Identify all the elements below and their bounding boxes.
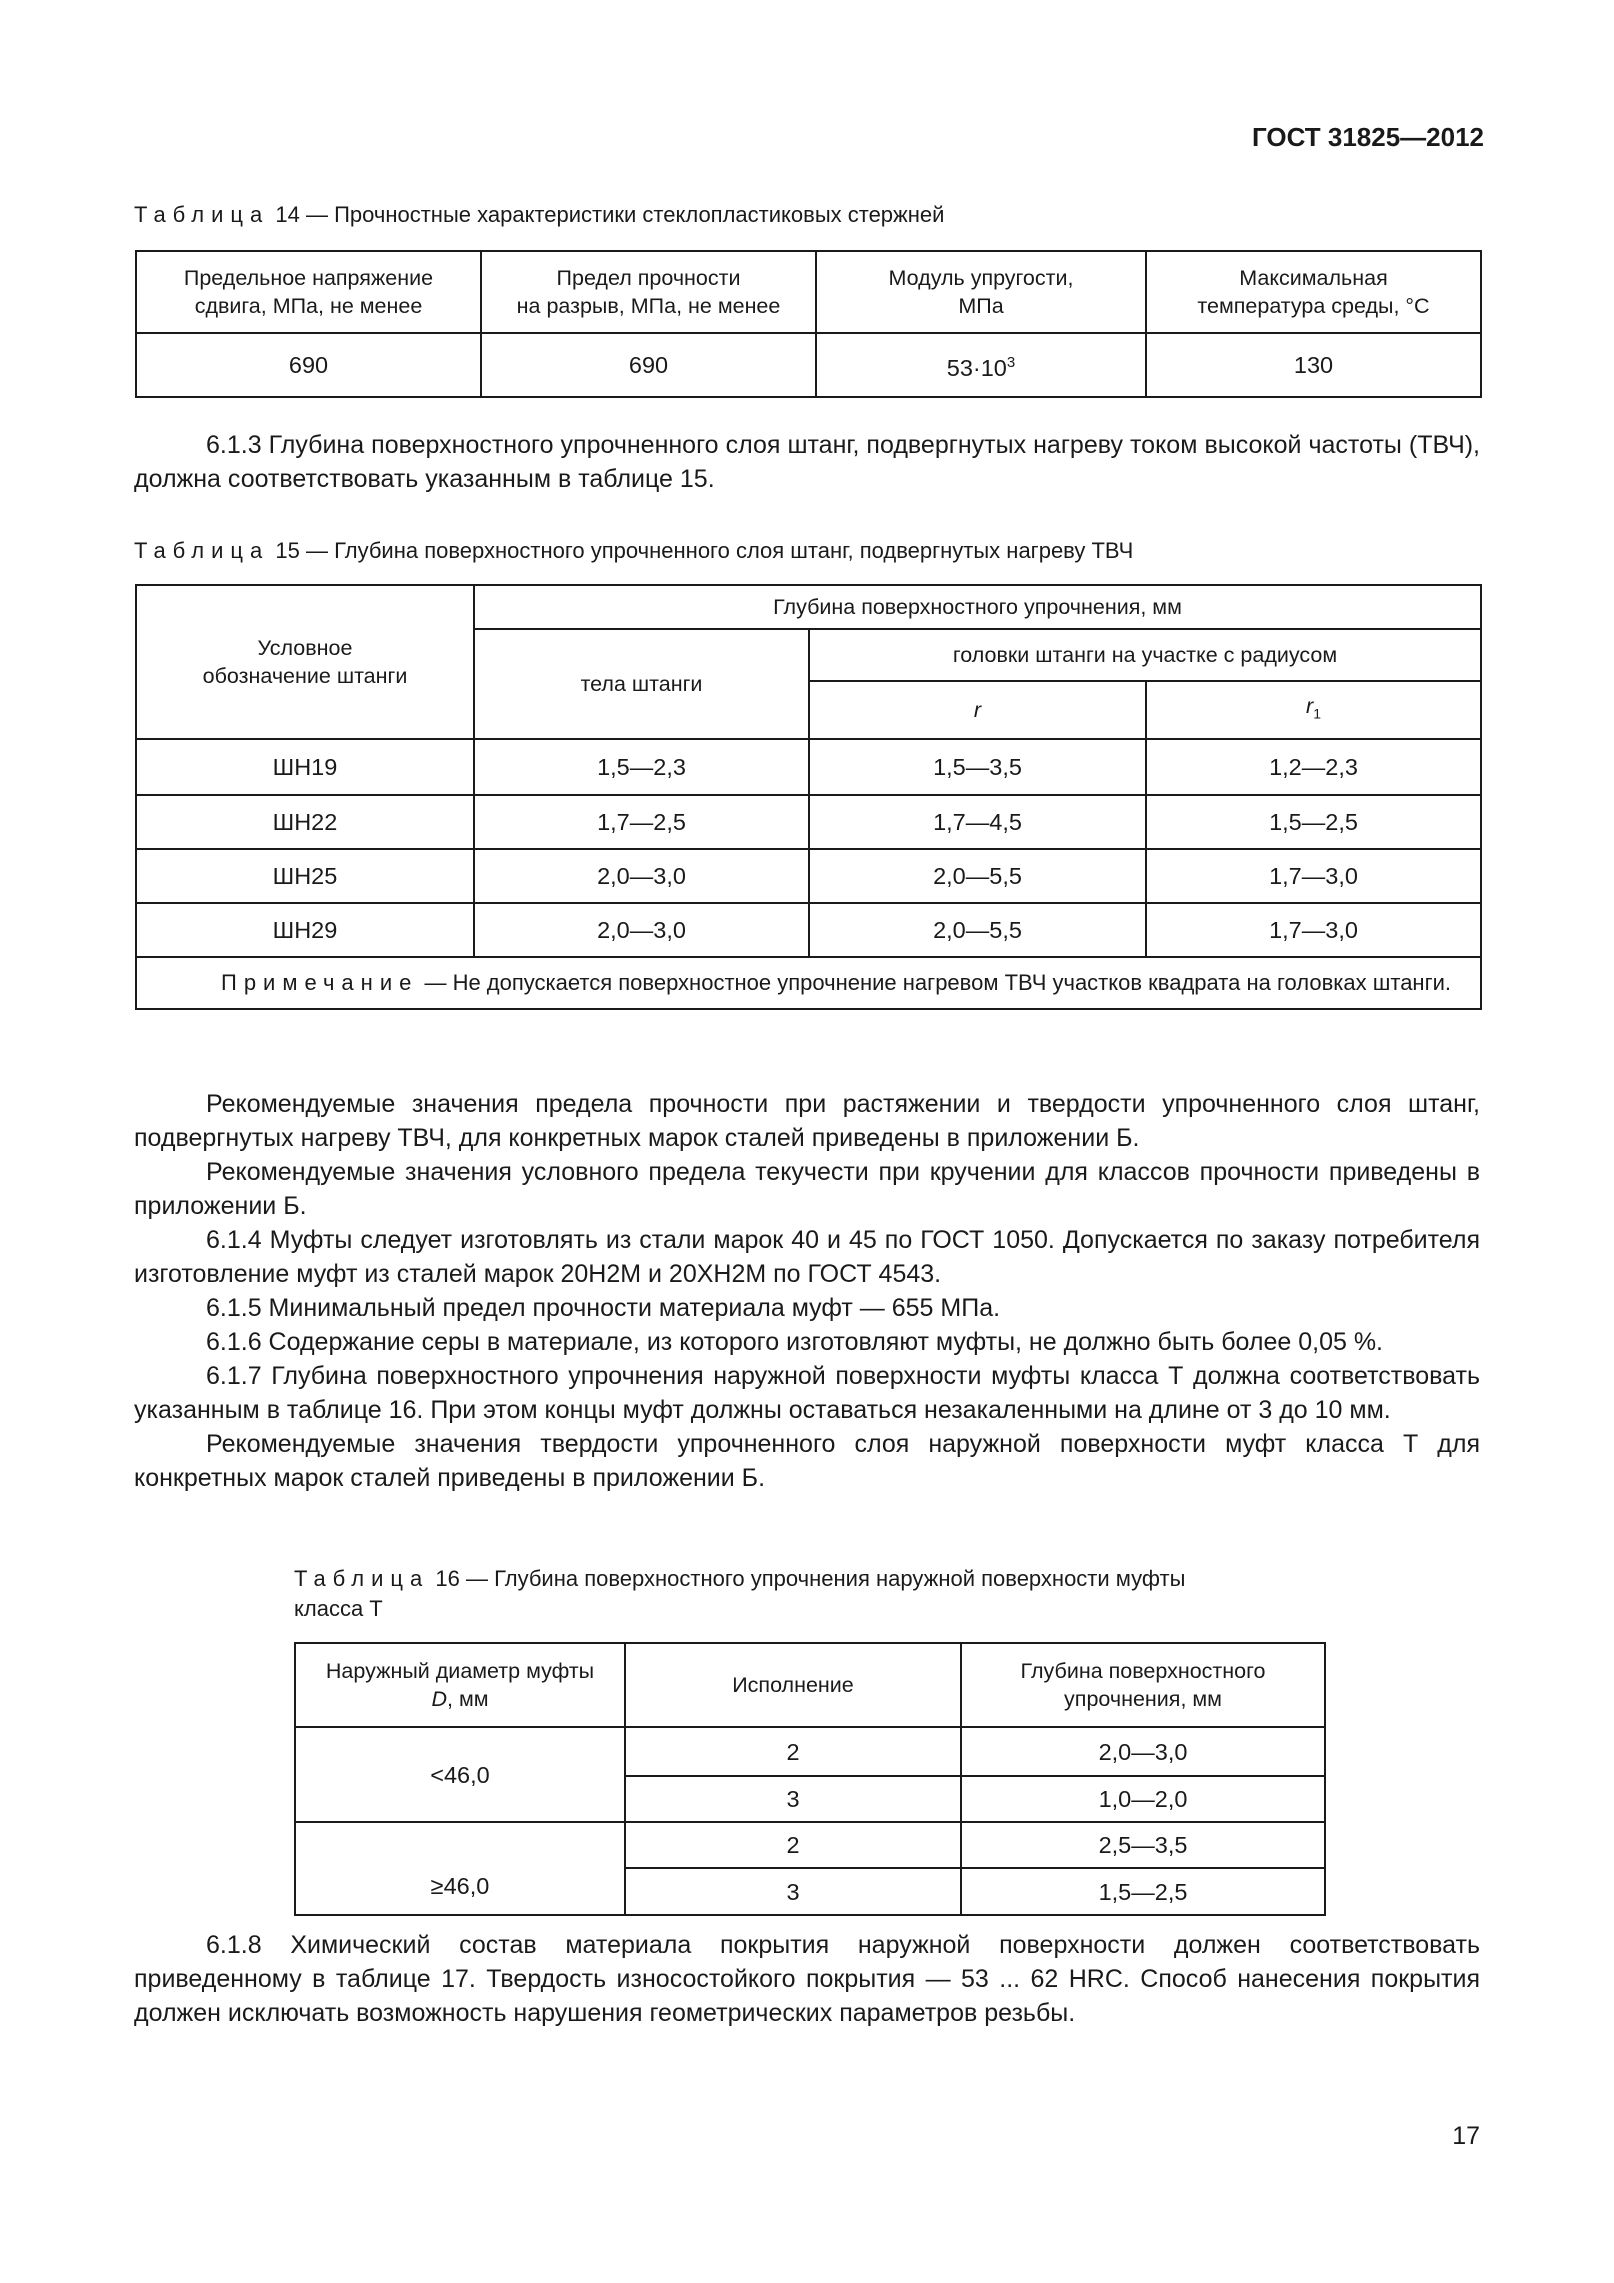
table14-caption (134, 200, 944, 230)
table14-value-temperature: 130 (1146, 333, 1481, 397)
paragraph-6-1-3: 6.1.3 Глубина поверхностного упрочненного слоя штанг, подвергнутых нагреву током высокой частоты (ТВЧ), должна соответствовать указанным в таблице 15. (134, 431, 1480, 493)
paragraph-6-1-5: 6.1.5 Минимальный предел прочности материала муфт — 655 МПа. (206, 1294, 1001, 1322)
table15-cell: ШН25 (136, 849, 474, 903)
table15-header-row-1 (136, 585, 1481, 629)
table16-cell: 2,5—3,5 (961, 1822, 1325, 1868)
table16-diameter-cell: <46,0 (295, 1727, 625, 1822)
table14-header-row (136, 251, 1481, 333)
table16-header-depth: Глубина поверхностного упрочнения, мм (961, 1643, 1325, 1727)
paragraph: Рекомендуемые значения твердости упрочненного слоя наружной поверхности муфт класса Т для конкретных марок сталей приведены в приложении Б. (134, 1430, 1480, 1492)
table15-cell: 1,7—2,5 (474, 795, 809, 849)
table15-cell: 2,0—3,0 (474, 849, 809, 903)
table-row (295, 1822, 1325, 1868)
table15-cell: 2,0—5,5 (809, 849, 1146, 903)
table16-header-diameter: Наружный диаметр муфты D, мм (295, 1643, 625, 1727)
table15-cell: 2,0—5,5 (809, 903, 1146, 957)
table15-header-depth: Глубина поверхностного упрочнения, мм (474, 585, 1481, 629)
paragraph-6-1-6: 6.1.6 Содержание серы в материале, из которого изготовляют муфты, не должно быть более 0,05 %. (206, 1328, 1384, 1356)
table16-diameter-cell: ≥46,0 (295, 1822, 625, 1915)
table16-cell: 2 (625, 1727, 961, 1776)
table14-header-modulus: Модуль упругости, МПа (816, 251, 1146, 333)
table15-cell: 1,7—4,5 (809, 795, 1146, 849)
table14-value-strength: 690 (481, 333, 816, 397)
table14-value-shear: 690 (136, 333, 481, 397)
table15-note-row (136, 957, 1481, 1009)
paragraph-6-1-8: 6.1.8 Химический состав материала покрытия наружной поверхности должен соответствовать приведенному в таблице 17. Твердость износостойкого покрытия — 53 ... 62 HRC. Способ нанесения покрытия должен исключать возможность нарушения геометрических параметров резьбы. (134, 1931, 1480, 2027)
table16-header-row (295, 1643, 1325, 1727)
table16-caption-label: Таблица (294, 1566, 430, 1591)
table14-header-temperature: Максимальная температура среды, °С (1146, 251, 1481, 333)
document-code: ГОСТ 31825—2012 (1252, 122, 1484, 152)
table16-cell: 3 (625, 1776, 961, 1822)
table14-value-modulus: $53\cdot 10^3$ (816, 333, 1146, 397)
table-row (136, 739, 1481, 795)
table16-cell: 2,0—3,0 (961, 1727, 1325, 1776)
table15-note: Примечание — Не допускается поверхностное упрочнение нагревом ТВЧ участков квадрата на головках штанги. (136, 957, 1481, 1009)
table16-cell: 3 (625, 1868, 961, 1915)
table15-cell: 1,5—2,3 (474, 739, 809, 795)
paragraph-6-1-4: 6.1.4 Муфты следует изготовлять из стали марок 40 и 45 по ГОСТ 1050. Допускается по заказу потребителя изготовление муфт из сталей марок 20Н2М и 20ХН2М по ГОСТ 4543. (134, 1226, 1480, 1288)
table15-cell: 1,5—3,5 (809, 739, 1146, 795)
table14-header-strength: Предел прочности на разрыв, МПа, не менее (481, 251, 816, 333)
table15-header-head: головки штанги на участке с радиусом (809, 629, 1481, 681)
table-15 (135, 584, 1482, 1010)
table15-cell: 1,5—2,5 (1146, 795, 1481, 849)
table16-caption-text: 16 — Глубина поверхностного упрочнения наружной поверхности муфты (429, 1566, 1186, 1591)
table15-header-r1: $r_1$ (1146, 681, 1481, 739)
table-row (136, 849, 1481, 903)
table-row (136, 795, 1481, 849)
table-14 (135, 250, 1482, 398)
table15-caption-label: Таблица (134, 538, 270, 563)
table15-caption (134, 536, 1133, 566)
page-number: 17 (1452, 2122, 1480, 2150)
body-paragraphs (134, 1087, 1480, 1495)
table15-caption-text: 15 — Глубина поверхностного упрочненного слоя штанг, подвергнутых нагреву ТВЧ (269, 538, 1134, 563)
table15-cell: 1,2—2,3 (1146, 739, 1481, 795)
table15-header-r: r (809, 681, 1146, 739)
paragraph: Рекомендуемые значения предела прочности при растяжении и твердости упрочненного слоя штанг, подвергнутых нагреву ТВЧ, для конкретных марок сталей приведены в приложении Б. (134, 1090, 1480, 1152)
table14-caption-label: Таблица (134, 202, 270, 227)
table15-cell: 1,7—3,0 (1146, 903, 1481, 957)
table15-cell: ШН22 (136, 795, 474, 849)
table15-cell: 1,7—3,0 (1146, 849, 1481, 903)
table16-header-version: Исполнение (625, 1643, 961, 1727)
table15-header-designation: Условное обозначение штанги (136, 585, 474, 739)
table15-cell: ШН29 (136, 903, 474, 957)
table16-caption (294, 1564, 1334, 1624)
table14-header-shear: Предельное напряжение сдвига, МПа, не менее (136, 251, 481, 333)
table16-cell: 1,5—2,5 (961, 1868, 1325, 1915)
table16-cell: 1,0—2,0 (961, 1776, 1325, 1822)
table16-caption-line2: класса Т (294, 1596, 383, 1621)
table16-cell: 2 (625, 1822, 961, 1868)
table14-caption-text: 14 — Прочностные характеристики стеклопластиковых стержней (269, 202, 945, 227)
table-row (295, 1727, 1325, 1776)
table-16 (294, 1642, 1326, 1916)
table-row (136, 903, 1481, 957)
table15-cell: ШН19 (136, 739, 474, 795)
table15-header-body: тела штанги (474, 629, 809, 739)
paragraph-6-1-7: 6.1.7 Глубина поверхностного упрочнения наружной поверхности муфты класса Т должна соответствовать указанным в таблице 16. При этом концы муфт должны оставаться незакаленными на длине от 3 до 10 мм. (134, 1362, 1480, 1424)
table14-value-row (136, 333, 1481, 397)
table15-cell: 2,0—3,0 (474, 903, 809, 957)
paragraph: Рекомендуемые значения условного предела текучести при кручении для классов прочности приведены в приложении Б. (134, 1158, 1480, 1220)
